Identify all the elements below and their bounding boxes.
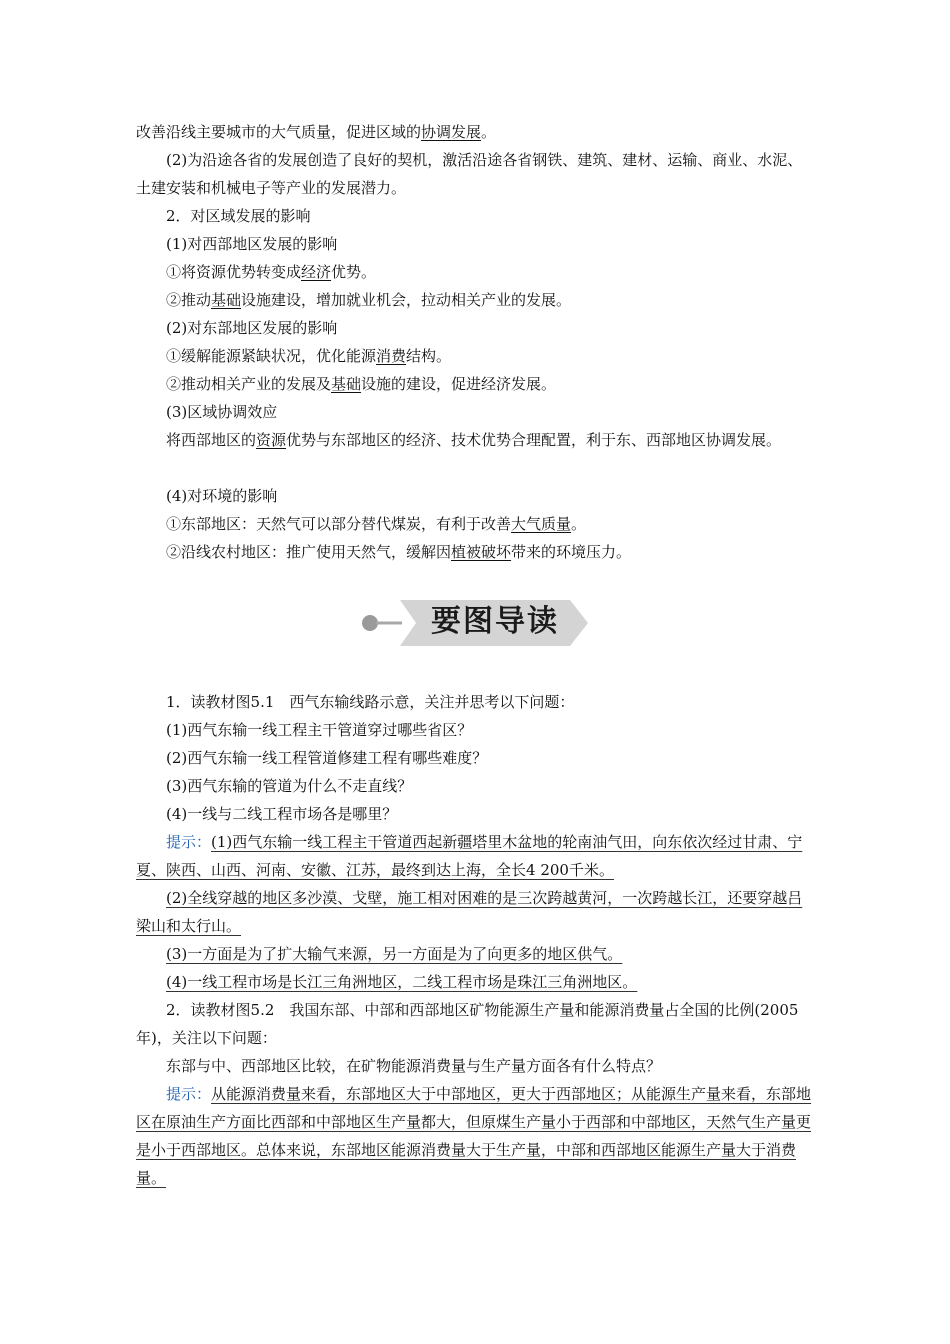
heading-regional-impact: 2．对区域发展的影响	[166, 207, 311, 225]
subheading-coordination: (3)区域协调效应	[166, 403, 278, 421]
question-2-1: 东部与中、西部地区比较，在矿物能源消费量与生产量方面各有什么特点？	[166, 1057, 662, 1075]
list-item: ①将资源优势转变成经济优势。	[166, 263, 377, 281]
subheading-east: (2)对东部地区发展的影响	[166, 319, 338, 337]
question-1-3: (3)西气东输的管道为什么不走直线？	[166, 777, 413, 795]
list-item: ①东部地区：天然气可以部分替代煤炭，有利于改善大气质量。	[166, 515, 587, 533]
answer-1-2: (2)全线穿越的地区多沙漠、戈壁，施工相对困难的是三次跨越黄河，一次跨越长江，还要穿越吕梁山和太行山。	[136, 889, 803, 935]
answer-2: 提示：从能源消费量来看，东部地区大于中部地区，更大于西部地区；从能源生产量来看，东部地区在原油生产方面比西部和中部地区生产量都大，但原煤生产量小于西部和中部地区，天然气生产量更是小于西部地区。总体来说，东部地区能源消费量大于生产量，中部和西部地区能源生产量大于消费量。	[136, 1085, 812, 1187]
blank-answer: 大气质量	[511, 515, 572, 533]
list-item: ①缓解能源紧缺状况，优化能源消费结构。	[166, 347, 452, 365]
question-1-1: (1)西气东输一线工程主干管道穿过哪些省区？	[166, 721, 473, 739]
question-2: 2．读教材图5.2 我国东部、中部和西部地区矿物能源生产量和能源消费量占全国的比例(2005年)，关注以下问题：	[136, 1001, 799, 1047]
answer-1-1: 提示：(1)西气东输一线工程主干管道西起新疆塔里木盆地的轮南油气田，向东依次经过甘肃、宁夏、陕西、山西、河南、安徽、江苏，最终到达上海，全长4 200千米。	[136, 833, 803, 879]
question-1: 1．读教材图5.1 西气东输线路示意，关注并思考以下问题：	[166, 693, 575, 711]
question-1-4: (4)一线与二线工程市场各是哪里？	[166, 805, 398, 823]
blank-answer: 经济	[301, 263, 332, 281]
answer-1-3: (3)一方面是为了扩大输气来源，另一方面是为了向更多的地区供气。	[166, 945, 623, 963]
answer-1-4: (4)一线工程市场是长江三角洲地区，二线工程市场是珠江三角洲地区。	[166, 973, 638, 991]
banner-dot-icon	[362, 615, 378, 631]
paragraph-coordination: 将西部地区的资源优势与东部地区的经济、技术优势合理配置，利于东、西部地区协调发展。	[166, 431, 782, 449]
subheading-west: (1)对西部地区发展的影响	[166, 235, 338, 253]
paragraph-air-quality: 改善沿线主要城市的大气质量，促进区域的协调发展。	[136, 123, 497, 141]
blank-answer: 资源	[256, 431, 287, 449]
blank-answer: 基础	[211, 291, 242, 309]
list-item: ②推动基础设施建设，增加就业机会，拉动相关产业的发展。	[166, 291, 572, 309]
hint-label: 提示：	[166, 1085, 212, 1103]
section-title: 要图导读	[431, 604, 559, 639]
question-1-2: (2)西气东输一线工程管道修建工程有哪些难度？	[166, 749, 488, 767]
hint-label: 提示：	[166, 833, 212, 851]
paragraph-development-opportunity: (2)为沿途各省的发展创造了良好的契机，激活沿途各省钢铁、建筑、建材、运输、商业、水泥、土建安装和机械电子等产业的发展潜力。	[136, 151, 803, 197]
list-item: ②推动相关产业的发展及基础设施的建设，促进经济发展。	[166, 375, 557, 393]
blank-answer: 协调发展	[421, 123, 482, 141]
blank-answer: 植被破坏	[451, 543, 512, 561]
blank-answer: 基础	[331, 375, 362, 393]
blank-answer: 消费	[376, 347, 407, 365]
subheading-environment: (4)对环境的影响	[166, 487, 278, 505]
list-item: ②沿线农村地区：推广使用天然气，缓解因植被破坏带来的环境压力。	[166, 543, 632, 561]
